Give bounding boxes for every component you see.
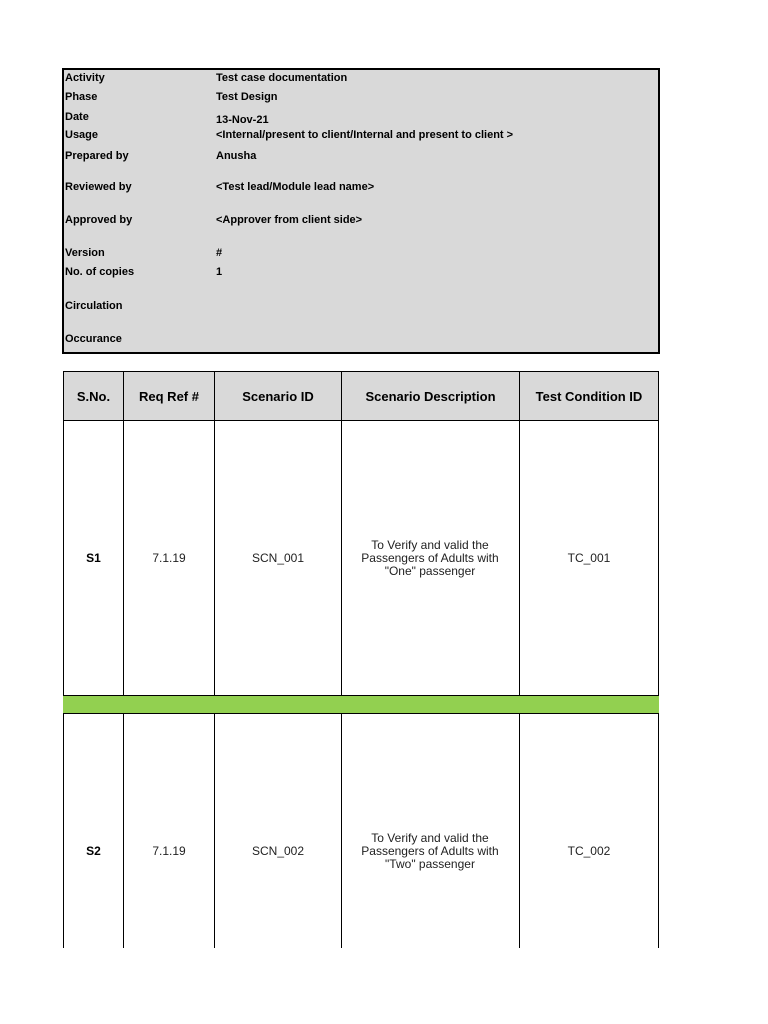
info-value: Test case documentation xyxy=(216,72,348,84)
info-label: Version xyxy=(65,247,105,259)
cell-test-condition-id: TC_001 xyxy=(567,550,611,565)
info-value: 1 xyxy=(216,266,223,278)
info-value: <Internal/present to client/Internal and present to client > xyxy=(216,129,514,141)
info-label: Activity xyxy=(65,72,105,84)
info-label: Prepared by xyxy=(65,150,129,162)
cell-sno: S1 xyxy=(86,550,101,565)
cell-scenario-description: To Verify and valid the Passengers of Adults with "Two" passenger xyxy=(361,830,499,871)
document-info-box xyxy=(62,68,660,354)
info-label: Reviewed by xyxy=(65,181,132,193)
info-label: Phase xyxy=(65,91,98,103)
info-label: Circulation xyxy=(65,300,123,312)
grid-line xyxy=(658,421,659,948)
grid-line xyxy=(341,421,342,948)
info-value: # xyxy=(216,247,223,259)
header-scenario-id: Scenario ID xyxy=(214,371,342,421)
cell-sno: S2 xyxy=(86,843,101,858)
cell-scenario-id: SCN_002 xyxy=(251,843,305,858)
info-value: Anusha xyxy=(216,150,257,162)
info-label: Date xyxy=(65,111,89,123)
cell-test-condition-id: TC_002 xyxy=(567,843,611,858)
info-label: Approved by xyxy=(65,214,133,226)
test-scenario-table xyxy=(63,371,659,948)
header-test-condition-id: Test Condition ID xyxy=(519,371,659,421)
info-value: <Test lead/Module lead name> xyxy=(216,181,375,193)
header-sno: S.No. xyxy=(63,371,124,421)
info-label: Occurance xyxy=(65,333,122,345)
header-req-ref: Req Ref # xyxy=(123,371,215,421)
info-value: <Approver from client side> xyxy=(216,214,363,226)
cell-req-ref: 7.1.19 xyxy=(152,843,186,858)
info-value: Test Design xyxy=(216,91,278,103)
cell-scenario-id: SCN_001 xyxy=(251,550,305,565)
cell-req-ref: 7.1.19 xyxy=(152,550,186,565)
info-label: Usage xyxy=(65,129,99,141)
cell-scenario-description: To Verify and valid the Passengers of Adults with "One" passenger xyxy=(361,537,499,578)
info-label: No. of copies xyxy=(65,266,135,278)
row-separator xyxy=(63,695,659,714)
info-value: 13-Nov-21 xyxy=(216,114,269,126)
header-scenario-description: Scenario Description xyxy=(341,371,520,421)
